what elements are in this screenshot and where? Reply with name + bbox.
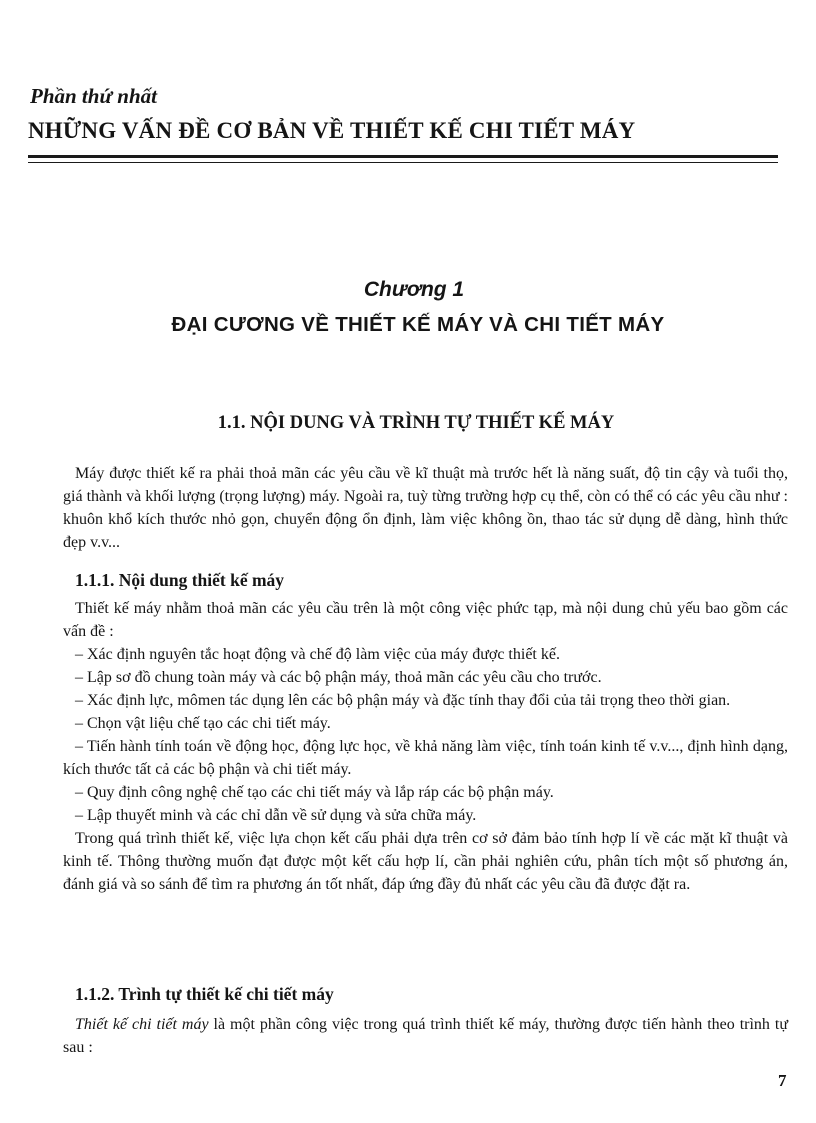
list-item: – Tiến hành tính toán về động học, động lực học, về khả năng làm việc, tính toán kinh tế v.v..., định hình dạng, kích thước tất cả các bộ phận và chi tiết máy. — [63, 738, 788, 778]
section-intro-block — [63, 462, 788, 554]
subsection-1-intro: Thiết kế máy nhằm thoả mãn các yêu cầu trên là một công việc phức tạp, mà nội dung chủ yếu bao gồm các vấn đề : — [63, 600, 788, 640]
chapter-label: Chương 1 — [363, 278, 465, 301]
page-number: 7 — [778, 1071, 787, 1090]
subsection-2-title: 1.1.2. Trình tự thiết kế chi tiết máy — [75, 984, 334, 1004]
subsection-1-conclusion: Trong quá trình thiết kế, việc lựa chọn kết cấu phải dựa trên cơ sở đảm bảo tính hợp lí về các mặt kĩ thuật và kinh tế. Thông thường muốn đạt được một kết cấu hợp lí, cần phải nghiên cứu, phân tích một số phương án, đánh giá và so sánh để tìm ra phương án tốt nhất, đáp ứng đầy đủ nhất các yêu cầu đã được đặt ra. — [63, 830, 788, 893]
list-item: – Lập thuyết minh và các chỉ dẫn về sử dụng và sửa chữa máy. — [75, 807, 477, 824]
emphasis-term: Thiết kế chi tiết máy — [75, 1016, 209, 1033]
subsection-2-intro-text: là một phần công việc trong quá trình thiết kế máy, thường được tiến hành theo trình tự sau : — [63, 1016, 789, 1056]
list-item: – Quy định công nghệ chế tạo các chi tiết máy và lắp ráp các bộ phận máy. — [75, 784, 554, 801]
subsection-1-body — [63, 597, 788, 896]
list-item: – Xác định nguyên tắc hoạt động và chế độ làm việc của máy được thiết kế. — [75, 646, 560, 663]
title-rule-thin — [28, 162, 778, 163]
part-label: Phần thứ nhất — [30, 84, 157, 108]
list-item: – Lập sơ đồ chung toàn máy và các bộ phận máy, thoả mãn các yêu cầu cho trước. — [75, 669, 602, 686]
list-item: – Xác định lực, mômen tác dụng lên các bộ phận máy và đặc tính thay đổi của tải trọng theo thời gian. — [75, 692, 731, 709]
title-rule-thick — [28, 155, 778, 158]
section-title: 1.1. NỘI DUNG VÀ TRÌNH TỰ THIẾT KẾ MÁY — [217, 413, 615, 433]
subsection-2-body — [63, 1013, 788, 1059]
list-item: – Chọn vật liệu chế tạo các chi tiết máy. — [75, 715, 331, 732]
chapter-title: ĐẠI CƯƠNG VỀ THIẾT KẾ MÁY VÀ CHI TIẾT MÁY — [171, 313, 665, 336]
subsection-1-title: 1.1.1. Nội dung thiết kế máy — [75, 570, 285, 590]
section-intro-paragraph: Máy được thiết kế ra phải thoả mãn các yêu cầu về kĩ thuật mà trước hết là năng suất, độ tin cậy và tuổi thọ, giá thành và khối lượng (trọng lượng) máy. Ngoài ra, tuỳ từng trường hợp cụ thể, còn có thể có các yêu cầu như : khuôn khổ kích thước nhỏ gọn, chuyển động ổn định, làm việc không ồn, thao tác sử dụng dễ dàng, hình thức đẹp v.v... — [63, 465, 788, 551]
part-title: NHỮNG VẤN ĐỀ CƠ BẢN VỀ THIẾT KẾ CHI TIẾT MÁY — [28, 118, 636, 143]
subsection-2-intro — [63, 1013, 788, 1059]
